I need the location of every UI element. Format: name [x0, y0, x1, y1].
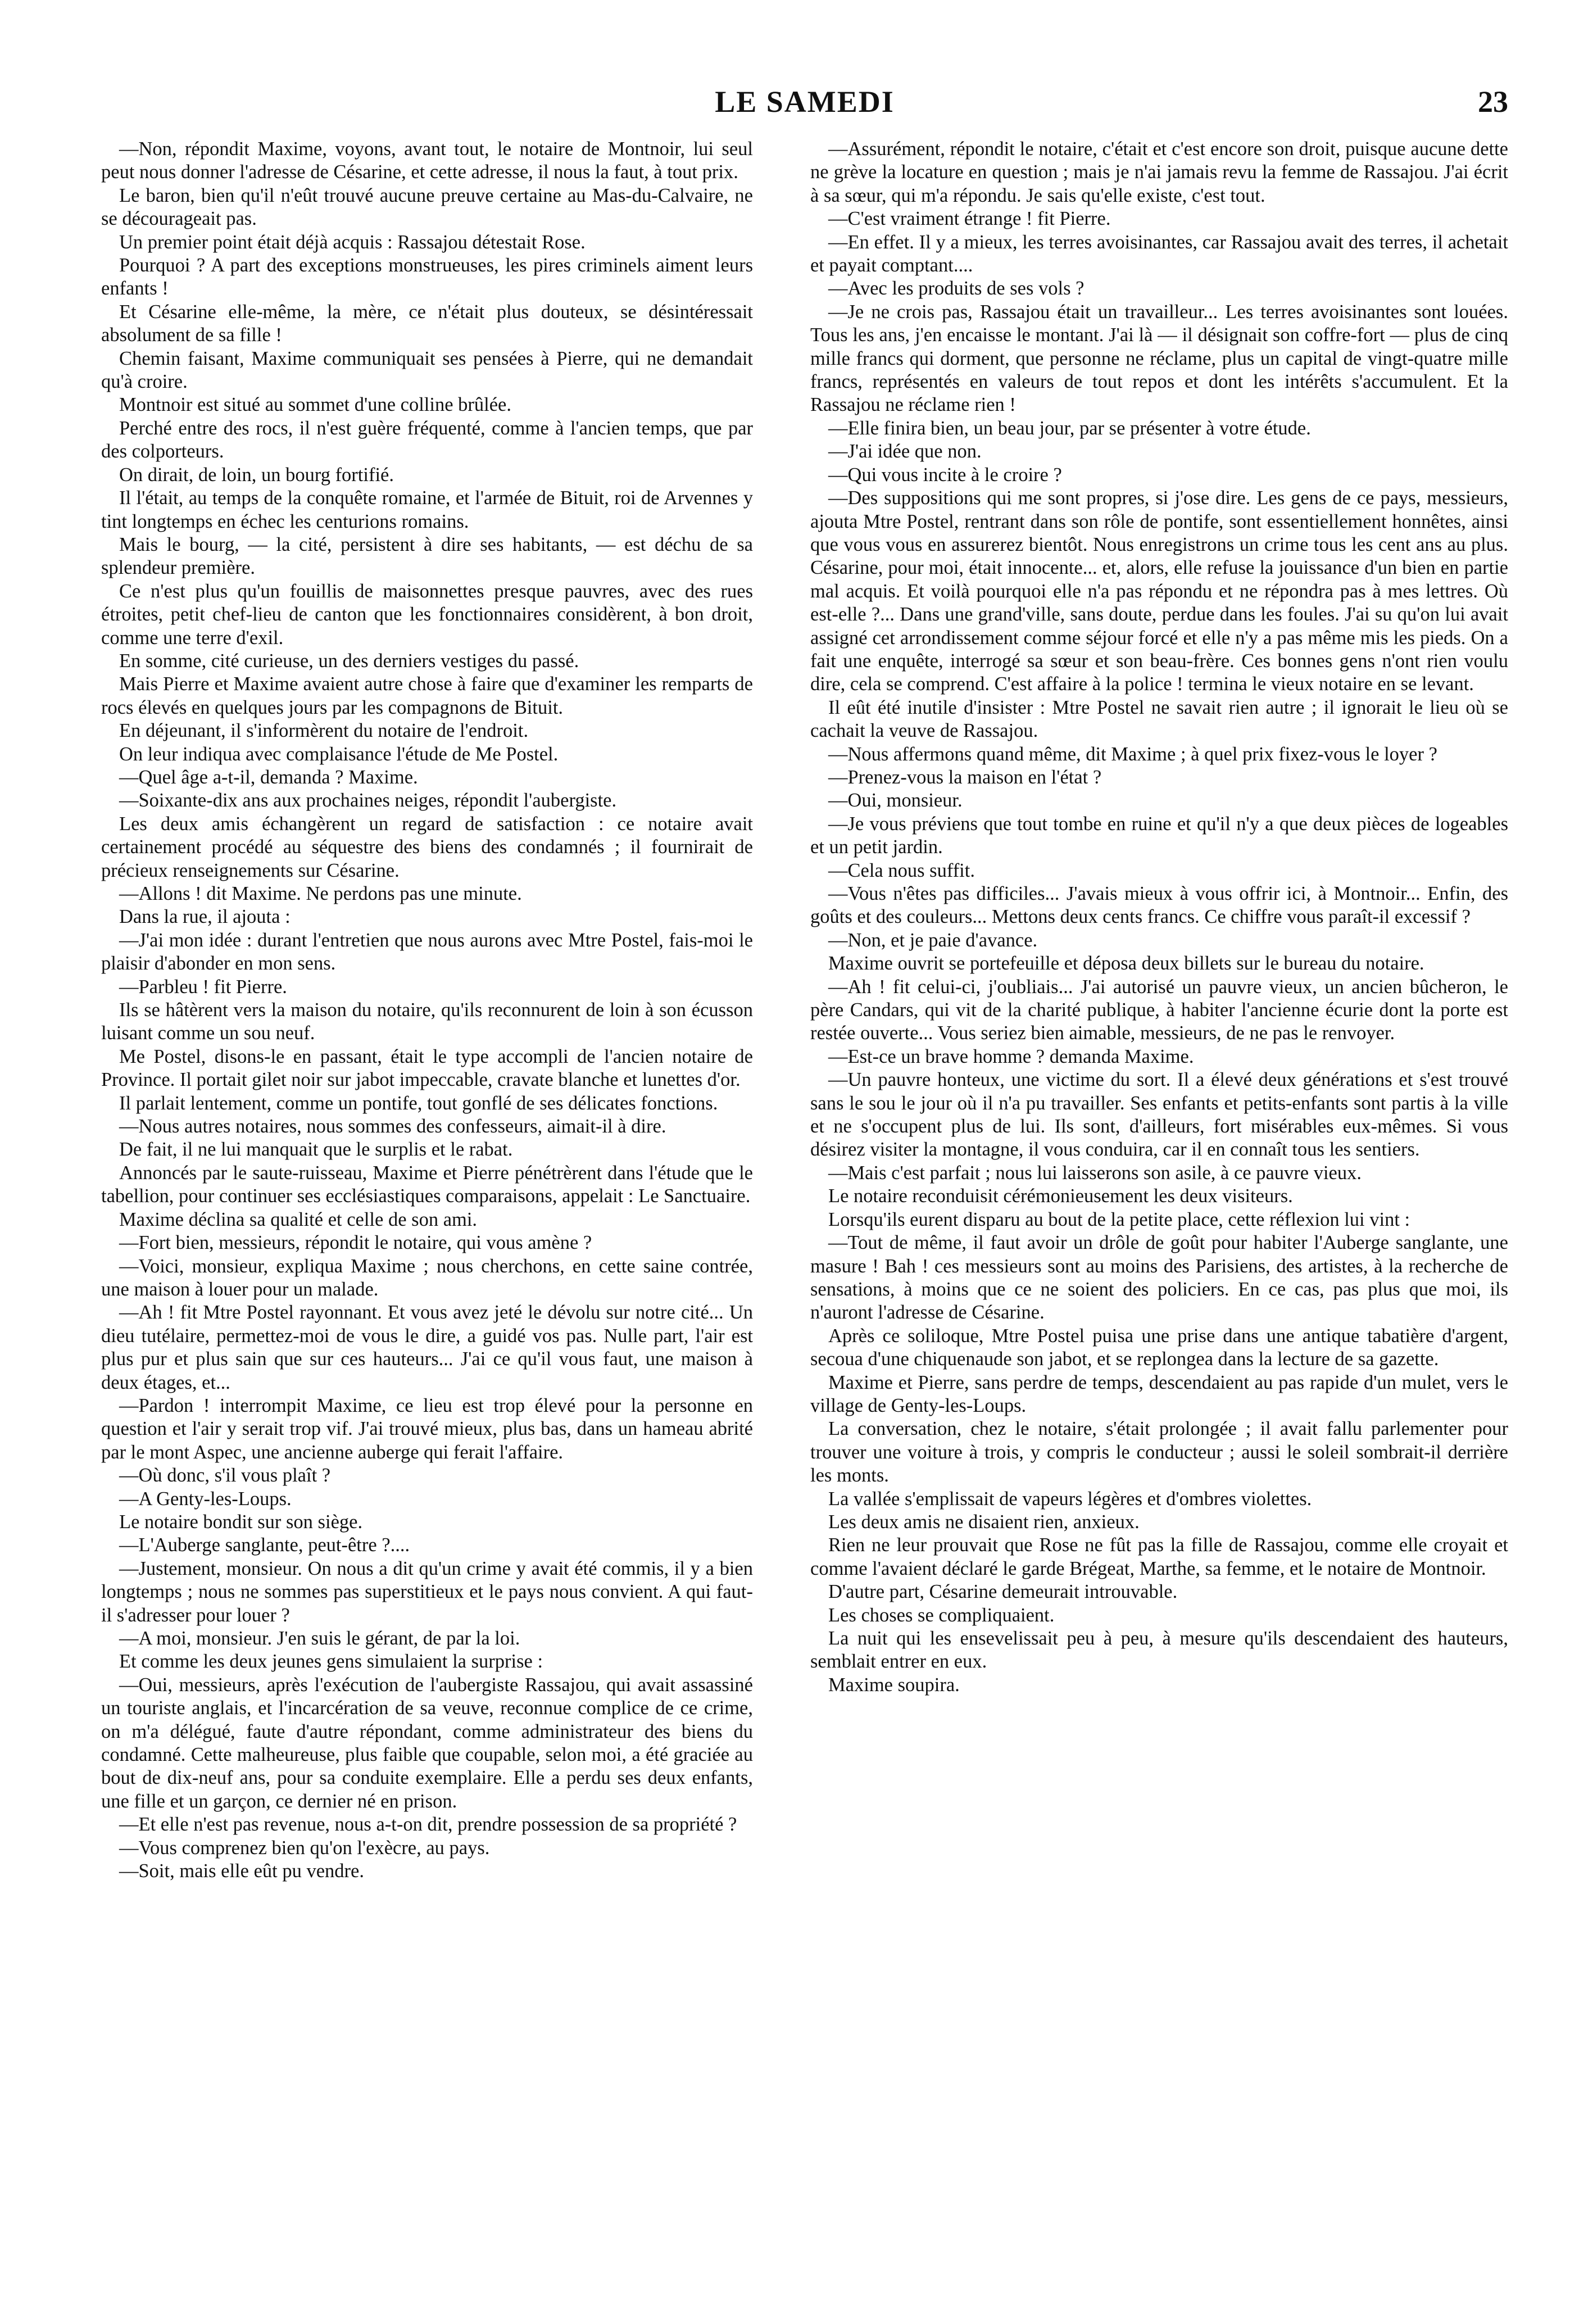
paragraph: —Pardon ! interrompit Maxime, ce lieu est trop élevé pour la personne en question et l'air y serait trop vif. J'ai trouvé mieux, plus bas, dans un hameau abrité par le mont Aspec, une ancienne auberge qui ferait l'affaire.	[101, 1394, 753, 1463]
paragraph: On dirait, de loin, un bourg fortifié.	[119, 464, 394, 486]
paragraph: —Oui, monsieur.	[828, 790, 963, 812]
paragraph: —J'ai idée que non.	[828, 441, 982, 463]
paragraph: —Voici, monsieur, expliqua Maxime ; nous cherchons, en cette saine contrée, une maison à louer pour un malade.	[101, 1255, 753, 1300]
paragraph: —Et elle n'est pas revenue, nous a-t-on dit, prendre possession de sa propriété ?	[119, 1814, 737, 1836]
paragraph: —Nous affermons quand même, dit Maxime ; à quel prix fixez-vous le loyer ?	[828, 743, 1437, 765]
paragraph: —Allons ! dit Maxime. Ne perdons pas une minute.	[119, 883, 522, 904]
right-column	[810, 138, 1508, 2307]
paragraph: Mais le bourg, — la cité, persistent à dire ses habitants, — est déchu de sa splendeur première.	[101, 533, 753, 579]
paragraph: Les deux amis ne disaient rien, anxieux.	[828, 1511, 1140, 1533]
paragraph: Le notaire bondit sur son siège.	[119, 1511, 363, 1533]
left-column	[101, 138, 753, 2307]
paragraph: Dans la rue, il ajouta :	[119, 906, 291, 928]
paragraph: —Des suppositions qui me sont propres, si j'ose dire. Les gens de ce pays, messieurs, ajouta Mtre Postel, rentrant dans son rôle de pontife, sont essentiellement honnêtes, ainsi que vous vous en assurerez bientôt. Nous enregistrons un crime tous les cent ans au plus. Césarine, pour moi, était innocente... et, alors, elle refuse la jouissance d'un bien en partie mal acquis. Et voilà pourquoi elle n'a pas répondu et ne répondra pas à mes lettres. Où est-elle ?... Dans une grand'ville, sans doute, perdue dans les foules. J'ai su qu'on lui avait assigné cet arrondissement comme séjour forcé et elle n'y a pas même mis les pieds. On a fait une enquête, interrogé sa sœur et son beau-frère. Ces bonnes gens n'ont rien voulu dire, cela se comprend. C'est affaire à la police ! termina le vieux notaire en se levant.	[810, 487, 1508, 695]
journal-title: LE SAMEDI	[715, 85, 895, 119]
paragraph: —Vous comprenez bien qu'on l'exècre, au pays.	[119, 1837, 490, 1859]
paragraph: Il l'était, au temps de la conquête romaine, et l'armée de Bituit, roi de Arvennes y tint longtemps en échec les centurions romains.	[101, 487, 753, 532]
paragraph: Mais Pierre et Maxime avaient autre chose à faire que d'examiner les remparts de rocs élevés en quelques jours par les compagnons de Bituit.	[101, 673, 753, 718]
paragraph: Maxime soupira.	[828, 1674, 960, 1696]
paragraph: —Soixante-dix ans aux prochaines neiges, répondit l'aubergiste.	[119, 790, 617, 812]
paragraph: —Est-ce un brave homme ? demanda Maxime.	[828, 1045, 1194, 1067]
paragraph: En déjeunant, il s'informèrent du notaire de l'endroit.	[119, 720, 529, 742]
paragraph: Rien ne leur prouvait que Rose ne fût pas la fille de Rassajou, comme elle croyait et comme l'avaient déclaré le garde Brégeat, Marthe, sa femme, et le notaire de Montnoir.	[810, 1534, 1508, 1579]
paragraph: —Oui, messieurs, après l'exécution de l'aubergiste Rassajou, qui avait assassiné un touriste anglais, et l'incarcération de sa veuve, reconnue complice de ce crime, on m'a délégué, faute d'autre répondant, comme administrateur des biens du condamné. Cette malheureuse, plus faible que coupable, selon moi, a été graciée au bout de dix-neuf ans, pour sa conduite exemplaire. Elle a perdu ses deux enfants, une fille et un garçon, ce dernier né en prison.	[101, 1674, 753, 1812]
paragraph: D'autre part, Césarine demeurait introuvable.	[828, 1581, 1178, 1603]
paragraph: Perché entre des rocs, il n'est guère fréquenté, comme à l'ancien temps, que par des colporteurs.	[101, 417, 753, 463]
paragraph: Il eût été inutile d'insister : Mtre Postel ne savait rien autre ; il ignorait le lieu où se cachait la veuve de Rassajou.	[810, 696, 1508, 742]
paragraph: —Qui vous incite à le croire ?	[828, 464, 1062, 486]
paragraph: Un premier point était déjà acquis : Rassajou détestait Rose.	[119, 231, 586, 253]
paragraph: —Mais c'est parfait ; nous lui laisserons son asile, à ce pauvre vieux.	[828, 1162, 1362, 1184]
paragraph: —Nous autres notaires, nous sommes des confesseurs, aimait-il à dire.	[119, 1116, 666, 1138]
running-head	[101, 84, 1508, 129]
paragraph: Ce n'est plus qu'un fouillis de maisonnettes presque pauvres, avec des rues étroites, petit chef-lieu de canton que les fonctionnaires considèrent, à bon droit, comme une terre d'exil.	[101, 580, 753, 649]
paragraph: —Assurément, répondit le notaire, c'était et c'est encore son droit, puisque aucune dette ne grève la locature en question ; mais je n'ai jamais revu la femme de Rassajou. J'ai écrit à sa sœur, qui m'a répondu. Je sais qu'elle existe, c'est tout.	[810, 138, 1508, 206]
paragraph: —Un pauvre honteux, une victime du sort. Il a élevé deux générations et s'est trouvé sans le sou le jour où il n'a pu travailler. Ses enfants et petits-enfants sont partis à la ville et ne s'occupent plus de lui. Ils sont, d'ailleurs, fort misérables eux-mêmes. Si vous désirez visiter la montagne, il vous conduira, car il en connaît tous les sentiers.	[810, 1069, 1508, 1161]
paragraph: Lorsqu'ils eurent disparu au bout de la petite place, cette réflexion lui vint :	[828, 1208, 1410, 1230]
paragraph: Et Césarine elle-même, la mère, ce n'était plus douteux, se désintéressait absolument de sa fille !	[101, 301, 753, 346]
paragraph: —C'est vraiment étrange ! fit Pierre.	[828, 208, 1111, 230]
paragraph: —Prenez-vous la maison en l'état ?	[828, 766, 1102, 788]
paragraph: —Avec les produits de ses vols ?	[828, 278, 1085, 300]
paragraph: —Vous n'êtes pas difficiles... J'avais mieux à vous offrir ici, à Montnoir... Enfin, des goûts et des couleurs... Mettons deux cents francs. Ce chiffre vous paraît-il excessif ?	[810, 883, 1508, 928]
paragraph: Les deux amis échangèrent un regard de satisfaction : ce notaire avait certainement procédé au séquestre des biens des condamnés ; il fournirait de précieux renseignements sur Césarine.	[101, 813, 753, 881]
paragraph: Il parlait lentement, comme un pontife, tout gonflé de ses délicates fonctions.	[119, 1092, 718, 1114]
paragraph: —Je ne crois pas, Rassajou était un travailleur... Les terres avoisinantes sont louées. Tous les ans, j'en encaisse le montant. J'ai là — il désignait son coffre-fort — plus de cinq mille francs qui dorment, que personne ne réclame, plus un capital de vingt-quatre mille francs, représentés en valeurs de tout repos et dont les intérêts s'accumulent. Et la Rassajou ne réclame rien !	[810, 301, 1508, 416]
paragraph: Les choses se compliquaient.	[828, 1604, 1055, 1626]
paragraph: La conversation, chez le notaire, s'était prolongée ; il avait fallu parlementer pour trouver une voiture à trois, y compris le conducteur ; aussi le soleil sombrait-il derrière les monts.	[810, 1418, 1508, 1487]
paragraph: —Tout de même, il faut avoir un drôle de goût pour habiter l'Auberge sanglante, une masure ! Bah ! ces messieurs sont au moins des Parisiens, des artistes, à la recherche de sensations, à moins que ce ne soient des policiers. En ce cas, pas plus que moi, ils n'auront l'adresse de Césarine.	[810, 1232, 1508, 1324]
paragraph: —Ah ! fit Mtre Postel rayonnant. Et vous avez jeté le dévolu sur notre cité... Un dieu tutélaire, permettez-moi de vous le dire, a guidé vos pas. Nulle part, l'air est plus pur et plus sain que sur ces hauteurs... J'ai ce qu'il vous faut, une maison à deux étages, et...	[101, 1302, 753, 1393]
paragraph: —Parbleu ! fit Pierre.	[119, 976, 287, 998]
paragraph: Chemin faisant, Maxime communiquait ses pensées à Pierre, qui ne demandait qu'à croire.	[101, 347, 753, 393]
paragraph: —Justement, monsieur. On nous a dit qu'un crime y avait été commis, il y a bien longtemps ; nous ne sommes pas superstitieux et le pays nous convient. A qui faut-il s'adresser pour louer ?	[101, 1557, 753, 1626]
paragraph: Maxime ouvrit se portefeuille et déposa deux billets sur le bureau du notaire.	[828, 953, 1424, 975]
paragraph: —Fort bien, messieurs, répondit le notaire, qui vous amène ?	[119, 1232, 592, 1254]
paragraph: —Quel âge a-t-il, demanda ? Maxime.	[119, 766, 418, 788]
paragraph: —A Genty-les-Loups.	[119, 1488, 292, 1510]
paragraph: —Ah ! fit celui-ci, j'oubliais... J'ai autorisé un pauvre vieux, un ancien bûcheron, le père Candars, qui vit de la charité publique, à habiter l'ancienne écurie dont la porte est restée ouverte... Vous seriez bien aimable, messieurs, de ne pas le renvoyer.	[810, 976, 1508, 1044]
paragraph: —Cela nous suffit.	[828, 859, 975, 881]
paragraph: En somme, cité curieuse, un des derniers vestiges du passé.	[119, 650, 579, 672]
paragraph: —Où donc, s'il vous plaît ?	[119, 1465, 331, 1487]
paragraph: De fait, il ne lui manquait que le surplis et le rabat.	[119, 1139, 513, 1161]
paragraph: Me Postel, disons-le en passant, était le type accompli de l'ancien notaire de Province. Il portait gilet noir sur jabot impeccable, cravate blanche et lunettes d'or.	[101, 1045, 753, 1091]
paragraph: Maxime et Pierre, sans perdre de temps, descendaient au pas rapide d'un mulet, vers le village de Genty-les-Loups.	[810, 1371, 1508, 1416]
paragraph: —Je vous préviens que tout tombe en ruine et qu'il n'y a que deux pièces de logeables et un petit jardin.	[810, 813, 1508, 858]
paragraph: Le baron, bien qu'il n'eût trouvé aucune preuve certaine au Mas-du-Calvaire, ne se décourageait pas.	[101, 184, 753, 230]
paragraph: —Soit, mais elle eût pu vendre.	[119, 1860, 364, 1882]
paragraph: Le notaire reconduisit cérémonieusement les deux visiteurs.	[828, 1185, 1293, 1207]
paragraph: —En effet. Il y a mieux, les terres avoisinantes, car Rassajou avait des terres, il achetait et payait comptant....	[810, 231, 1508, 277]
paragraph: —Non, répondit Maxime, voyons, avant tout, le notaire de Montnoir, lui seul peut nous donner l'adresse de Césarine, et cette adresse, il nous la faut, à tout prix.	[101, 138, 753, 183]
paragraph: Montnoir est situé au sommet d'une colline brûlée.	[119, 394, 511, 416]
paragraph: —A moi, monsieur. J'en suis le gérant, de par la loi.	[119, 1628, 520, 1649]
paragraph: Annoncés par le saute-ruisseau, Maxime et Pierre pénétrèrent dans l'étude que le tabellion, pour continuer ses ecclésiastiques comparaisons, appelait : Le Sanctuaire.	[101, 1162, 753, 1207]
paragraph: Ils se hâtèrent vers la maison du notaire, qu'ils reconnurent de loin à son écusson luisant comme un sou neuf.	[101, 999, 753, 1044]
paragraph: —Non, et je paie d'avance.	[828, 929, 1038, 951]
paragraph: Pourquoi ? A part des exceptions monstrueuses, les pires criminels aiment leurs enfants !	[101, 255, 753, 300]
paragraph: Maxime déclina sa qualité et celle de son ami.	[119, 1208, 478, 1230]
paragraph: On leur indiqua avec complaisance l'étude de Me Postel.	[119, 743, 559, 765]
paragraph: —Elle finira bien, un beau jour, par se présenter à votre étude.	[828, 417, 1311, 439]
paragraph: Après ce soliloque, Mtre Postel puisa une prise dans une antique tabatière d'argent, secoua d'une chiquenaude son jabot, et se replongea dans la lecture de sa gazette.	[810, 1325, 1508, 1370]
paragraph: La vallée s'emplissait de vapeurs légères et d'ombres violettes.	[828, 1488, 1312, 1510]
paragraph: La nuit qui les ensevelissait peu à peu, à mesure qu'ils descendaient des hauteurs, semblait entrer en eux.	[810, 1628, 1508, 1673]
paragraph: —J'ai mon idée : durant l'entretien que nous aurons avec Mtre Postel, fais-moi le plaisir d'abonder en mon sens.	[101, 929, 753, 975]
paragraph: —L'Auberge sanglante, peut-être ?....	[119, 1534, 410, 1556]
paragraph: Et comme les deux jeunes gens simulaient la surprise :	[119, 1651, 543, 1673]
page-number: 23	[1478, 85, 1508, 119]
